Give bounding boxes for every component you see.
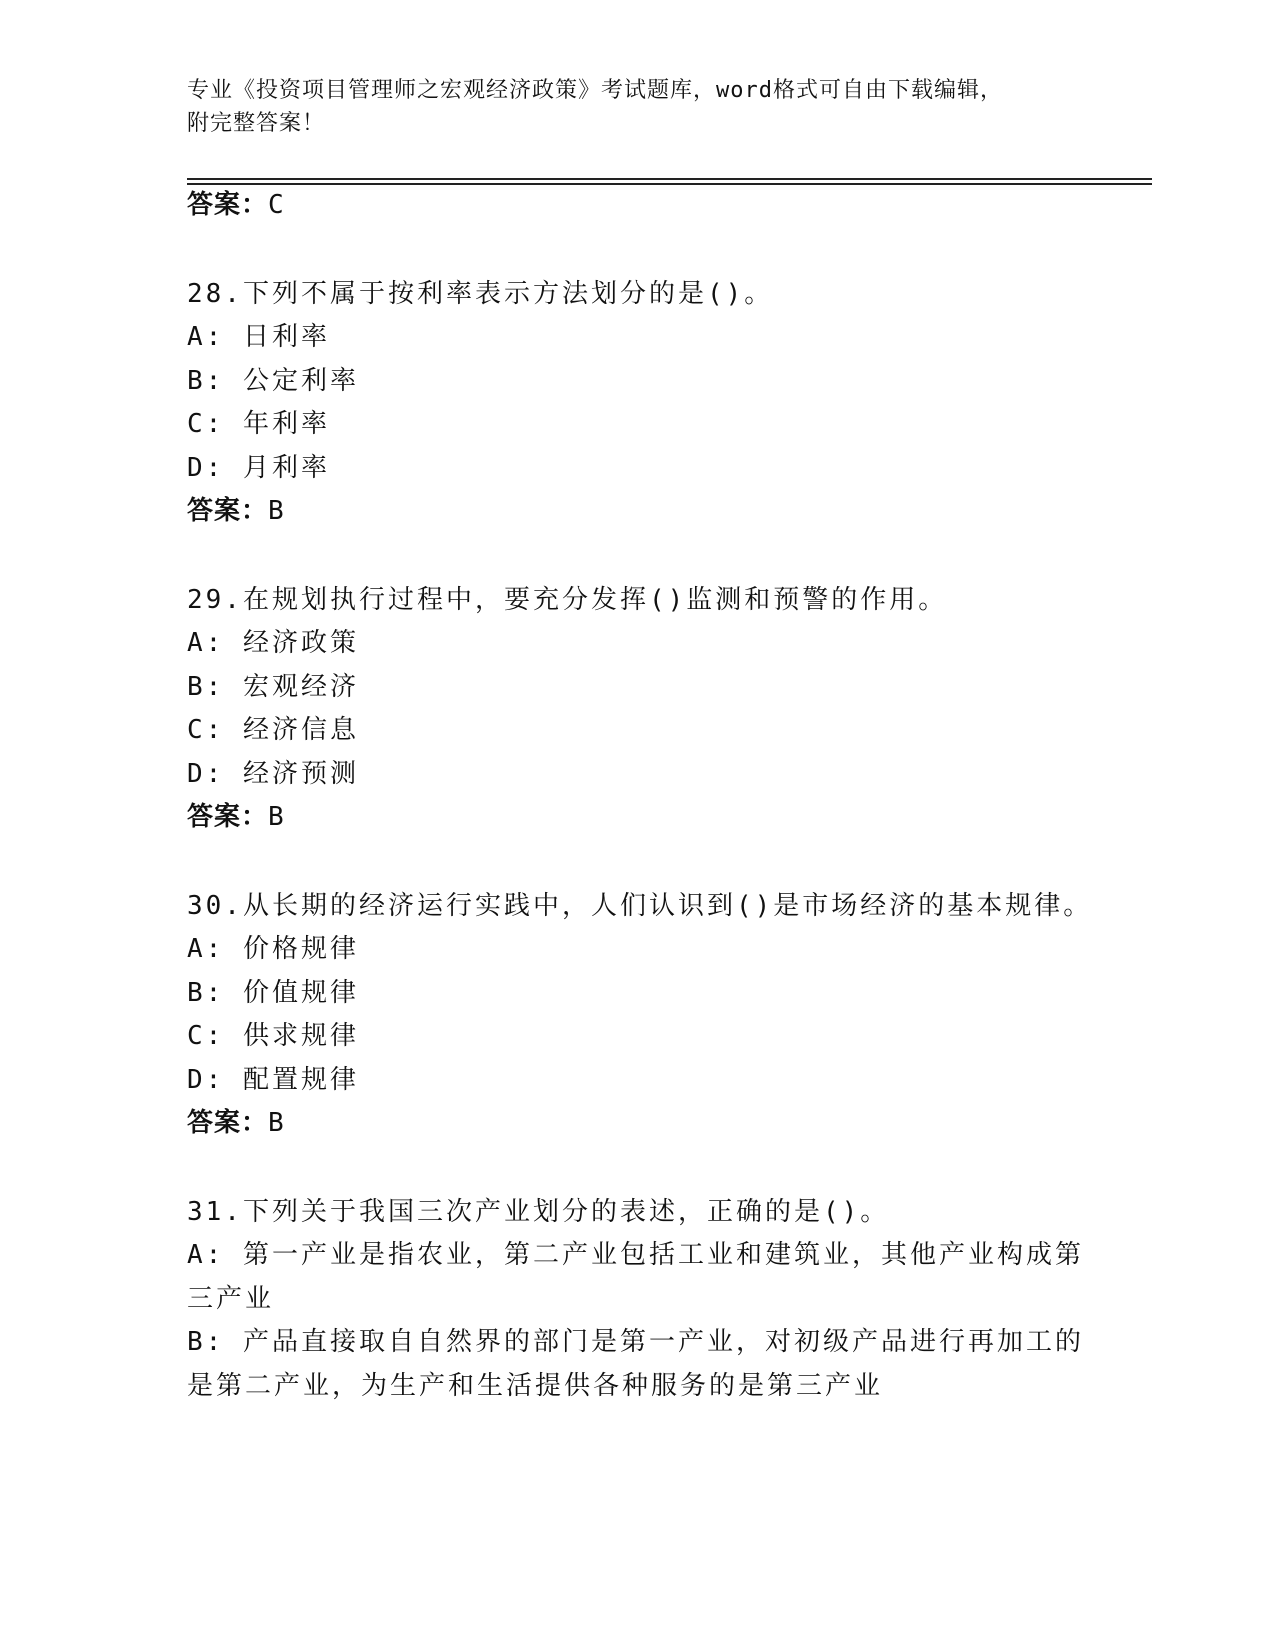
question-stem: 30.从长期的经济运行实践中，人们认识到()是市场经济的基本规律。 [187, 891, 1093, 921]
header-divider-bottom [187, 183, 1152, 185]
answer-line [187, 1106, 285, 1140]
option-a-line-2: 三产业 [187, 1284, 275, 1314]
document-header [187, 74, 1067, 140]
option-a: A: 经济政策 [187, 628, 359, 658]
answer-value: B [268, 496, 285, 526]
answer-value: B [268, 1108, 285, 1138]
answer-label: 答案： [187, 496, 269, 526]
question-stem: 28.下列不属于按利率表示方法划分的是()。 [187, 279, 774, 309]
option-d: D: 经济预测 [187, 759, 359, 789]
option-c: C: 供求规律 [187, 1021, 359, 1051]
header-line-1: 专业《投资项目管理师之宏观经济政策》考试题库，word格式可自由下载编辑， [187, 78, 1003, 103]
option-a: A: 日利率 [187, 322, 330, 352]
question-stem: 31.下列关于我国三次产业划分的表述，正确的是()。 [187, 1197, 890, 1227]
option-d: D: 月利率 [187, 453, 330, 483]
answer-value: C [268, 190, 285, 220]
answer-label: 答案： [187, 802, 269, 832]
question-stem: 29.在规划执行过程中，要充分发挥()监测和预警的作用。 [187, 585, 948, 615]
header-divider-top [187, 178, 1152, 180]
answer-line [187, 800, 285, 834]
answer-value: B [268, 802, 285, 832]
option-b: B: 宏观经济 [187, 672, 359, 702]
answer-line [187, 494, 285, 528]
header-line-2: 附完整答案！ [187, 111, 326, 136]
option-d: D: 配置规律 [187, 1065, 359, 1095]
answer-label: 答案： [187, 1108, 269, 1138]
option-b: B: 公定利率 [187, 366, 359, 396]
option-c: C: 年利率 [187, 409, 330, 439]
option-c: C: 经济信息 [187, 715, 359, 745]
option-a-line-1: A: 第一产业是指农业，第二产业包括工业和建筑业，其他产业构成第 [187, 1240, 1084, 1270]
option-b: B: 价值规律 [187, 978, 359, 1008]
answer-label: 答案： [187, 190, 269, 220]
option-b-line-1: B: 产品直接取自自然界的部门是第一产业，对初级产品进行再加工的 [187, 1327, 1084, 1357]
answer-line [187, 188, 285, 222]
option-b-line-2: 是第二产业，为生产和生活提供各种服务的是第三产业 [187, 1371, 884, 1401]
option-a: A: 价格规律 [187, 934, 359, 964]
